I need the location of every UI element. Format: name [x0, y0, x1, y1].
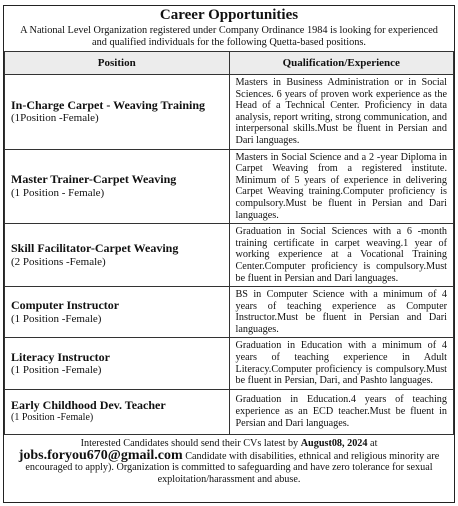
- position-title: Literacy Instructor: [11, 349, 110, 364]
- position-count: (1 Position -Female): [11, 364, 102, 377]
- position-title: In-Charge Carpet - Weaving Training: [11, 97, 206, 112]
- position-cell: [5, 389, 230, 434]
- qualification-cell: Graduation in Education with a minimum of 4 years of teaching experience in Adult Literacy.Computer proficiency is compulsory.Must be fluent in Persian, Dari, and Pashto languages.: [229, 338, 454, 389]
- position-cell: [5, 224, 230, 287]
- qualification-column-header: Qualification/Experience: [229, 52, 454, 75]
- contact-email[interactable]: jobs.foryou670@gmail.com: [18, 447, 183, 463]
- ad-title: Career Opportunities: [159, 7, 299, 23]
- position-title: Early Childhood Dev. Teacher: [11, 397, 166, 412]
- table-row: [5, 75, 454, 150]
- position-title: Skill Facilitator-Carpet Weaving: [11, 241, 179, 256]
- table-row: [5, 389, 454, 434]
- footer-lead-text: Interested Candidates should send their CVs latest by: [80, 437, 299, 449]
- application-instructions: [4, 435, 454, 486]
- position-count: (1Position -Female): [11, 112, 99, 125]
- qualification-cell: Graduation in Education.4 years of teaching experience as an ECD teacher.Must be fluent in Persian and Dari languages.: [229, 389, 454, 434]
- position-count: (1 Position -Female): [11, 312, 102, 325]
- table-row: [5, 149, 454, 224]
- footer-closing-text: Candidate with disabilities, ethnical and religious minority are encouraged to apply). Organization is committed to safeguarding and have zero tolerance for sexual exploitation/harassment and abuse.: [25, 450, 440, 486]
- position-cell: [5, 75, 230, 150]
- position-cell: [5, 287, 230, 338]
- qualification-cell: BS in Computer Science with a minimum of 4 years of teaching experience as Computer Instructor.Must be fluent in Persian and Dari languages.: [229, 287, 454, 338]
- position-column-header: Position: [5, 52, 230, 75]
- position-cell: [5, 149, 230, 224]
- ad-intro: A National Level Organization registered under Company Ordinance 1984 is looking for experienced and qualified individuals for the following Quetta-based positions.: [20, 25, 438, 48]
- qualification-cell: Masters in Business Administration or in Social Sciences. 6 years of proven work experience as the Head of a Technical Center. Proficiency in data analysis, report writing, strong communication, and interpersonal skills.Must be fluent in Persian and Dari languages.: [229, 75, 454, 150]
- position-count: (1 Position -Female): [11, 412, 94, 424]
- table-row: [5, 287, 454, 338]
- positions-table: [4, 51, 454, 435]
- position-count: (1 Position - Female): [11, 186, 105, 199]
- ad-frame: [3, 5, 455, 503]
- position-title: Master Trainer-Carpet Weaving: [11, 172, 177, 187]
- footer-at: at: [370, 437, 378, 449]
- deadline-date: August08, 2024: [300, 437, 368, 449]
- qualification-cell: Graduation in Social Sciences with a 6 -month training certificate in carpet weaving.1 year of working experience at a Vocational Training Center.Computer proficiency is compulsory.Must be fluent in Persian and Dari languages.: [229, 224, 454, 287]
- position-cell: [5, 338, 230, 389]
- qualification-cell: Masters in Social Science and a 2 -year Diploma in Carpet Weaving from a registered institute. Minimum of 5 years of experience in delivering Carpet Weaving training.Computer proficiency is compulsory.Must be fluent in Persian and Dari languages.: [229, 149, 454, 224]
- position-count: (2 Positions -Female): [11, 255, 106, 268]
- table-row: [5, 338, 454, 389]
- table-header-row: [5, 52, 454, 75]
- table-row: [5, 224, 454, 287]
- position-title: Computer Instructor: [11, 298, 120, 313]
